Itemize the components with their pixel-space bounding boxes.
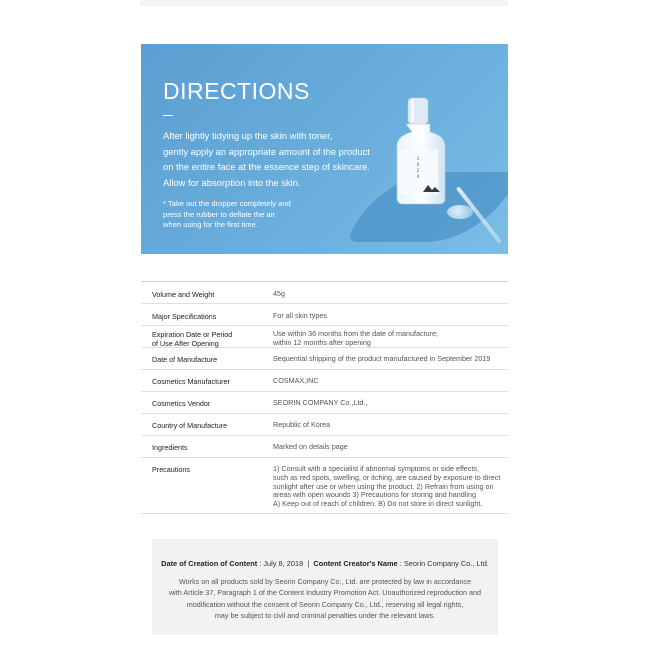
spec-value (261, 377, 508, 386)
directions-line: After lightly tidying up the skin with toner, (163, 130, 333, 141)
spec-label (141, 465, 261, 474)
spec-value-line: sunlight after use or when using the product. 2) Refrain from using on (273, 481, 494, 491)
spec-label-line: Volume and Weight (152, 290, 215, 299)
spec-label-line: Precautions (152, 465, 190, 474)
spec-label (141, 290, 261, 299)
spec-label-line: of Use After Opening (152, 339, 219, 348)
spec-value (261, 290, 508, 299)
spec-label (141, 377, 261, 386)
spec-row (141, 282, 508, 304)
title-underline (163, 115, 173, 116)
spec-value (261, 421, 508, 430)
copyright-line: Works on all products sold by Seorin Company Co., Ltd. are protected by law in accordance (179, 577, 471, 586)
content-meta (152, 559, 498, 568)
creation-date-label: Date of Creation of Content (161, 559, 258, 568)
spec-value (261, 399, 508, 408)
directions-banner (141, 44, 508, 254)
spec-value (261, 355, 508, 364)
spec-label-line: Country of Manufacture (152, 421, 228, 430)
spec-label-line: Date of Manufacture (152, 355, 218, 364)
copyright-notice (152, 539, 498, 635)
spec-label (141, 421, 261, 430)
creation-date-value: : July 8, 2018 (257, 559, 304, 568)
spec-label-line: Ingredients (152, 443, 188, 452)
spec-value-line: within 12 months after opening (273, 337, 371, 347)
spec-value-line: Marked on details page (273, 442, 348, 451)
spec-row (141, 326, 508, 348)
bottle-label-4: 4 (416, 174, 420, 179)
creator-name-value: : Seorin Company Co., Ltd. (397, 559, 489, 568)
spec-label (141, 330, 261, 348)
directions-line: gently apply an appropriate amount of the product (163, 145, 370, 157)
note-line: press the rubber to deflate the air (163, 209, 275, 219)
spec-value-line: SEORIN COMPANY Co.,Ltd., (273, 398, 368, 407)
spec-label-line: Cosmetics Manufacturer (152, 377, 230, 386)
product-specs-table (141, 281, 508, 514)
directions-line: on the entire face at the essence step of skincare. (163, 161, 370, 172)
spec-label (141, 355, 261, 364)
spec-label (141, 443, 261, 452)
spec-value-line: Use within 36 months from the date of manufacture; (273, 329, 438, 338)
spec-value (261, 443, 508, 452)
note-line: when using for the first time. (163, 220, 258, 229)
dropper-note (163, 199, 323, 231)
directions-title: DIRECTIONS (163, 78, 310, 104)
directions-line: Allow for absorption into the skin. (163, 176, 301, 188)
spec-row (141, 414, 508, 436)
bottle-label-2: 0 (416, 162, 420, 167)
spec-value-line: such as red spots, swelling, or itching, are caused by exposure to direct (273, 472, 501, 482)
meta-separator: | (307, 559, 310, 568)
copyright-line: with Article 37, Paragraph 1 of the Content Industry Promotion Act. Unauthorized reproduction and (168, 588, 482, 598)
copyright-line: modification without the consent of Seorin Company Co., Ltd., reserving all legal rights, (186, 599, 464, 609)
spec-row (141, 436, 508, 458)
bottle-label-3: 2 (416, 168, 420, 173)
directions-paragraph (163, 128, 398, 190)
bottle-label-1: 1 (416, 156, 420, 161)
spec-label (141, 399, 261, 408)
spec-label (141, 312, 261, 321)
spec-label-line: Cosmetics Vendor (152, 399, 211, 408)
spec-value-line: For all skin types (273, 311, 327, 320)
spec-value-line: Republic of Korea (273, 420, 331, 429)
spec-label-line: Major Specifications (152, 312, 217, 321)
spec-value-line: A) Keep out of reach of children. B) Do not store in direct sunlight. (273, 499, 483, 509)
spec-row (141, 304, 508, 326)
spec-value (261, 465, 508, 509)
creator-name-label: Content Creator's Name (313, 559, 398, 568)
spec-row (141, 348, 508, 370)
spec-row (141, 458, 508, 514)
spec-row (141, 392, 508, 414)
spec-value-line: 1) Consult with a specialist if abnormal symptoms or side effects, (273, 464, 479, 473)
copyright-line: may be subject to civil and criminal penalties under the relevant laws. (214, 611, 436, 621)
spec-value-line: COSMAX,INC (273, 376, 319, 385)
spec-value-line: Sequential shipping of the product manufactured in September 2019 (273, 354, 491, 363)
serum-drop (447, 205, 473, 219)
copyright-body (152, 576, 498, 622)
spec-value-line: 45g (273, 289, 285, 298)
spec-value-line: areas with open wounds 3) Precautions for storing and handling (273, 490, 476, 500)
top-divider-strip (140, 0, 508, 6)
note-line: * Take out the dropper completely and (163, 199, 291, 208)
spec-value (261, 330, 508, 348)
spec-row (141, 370, 508, 392)
spec-value (261, 312, 508, 321)
spec-label-line: Expiration Date or Period (152, 330, 233, 339)
